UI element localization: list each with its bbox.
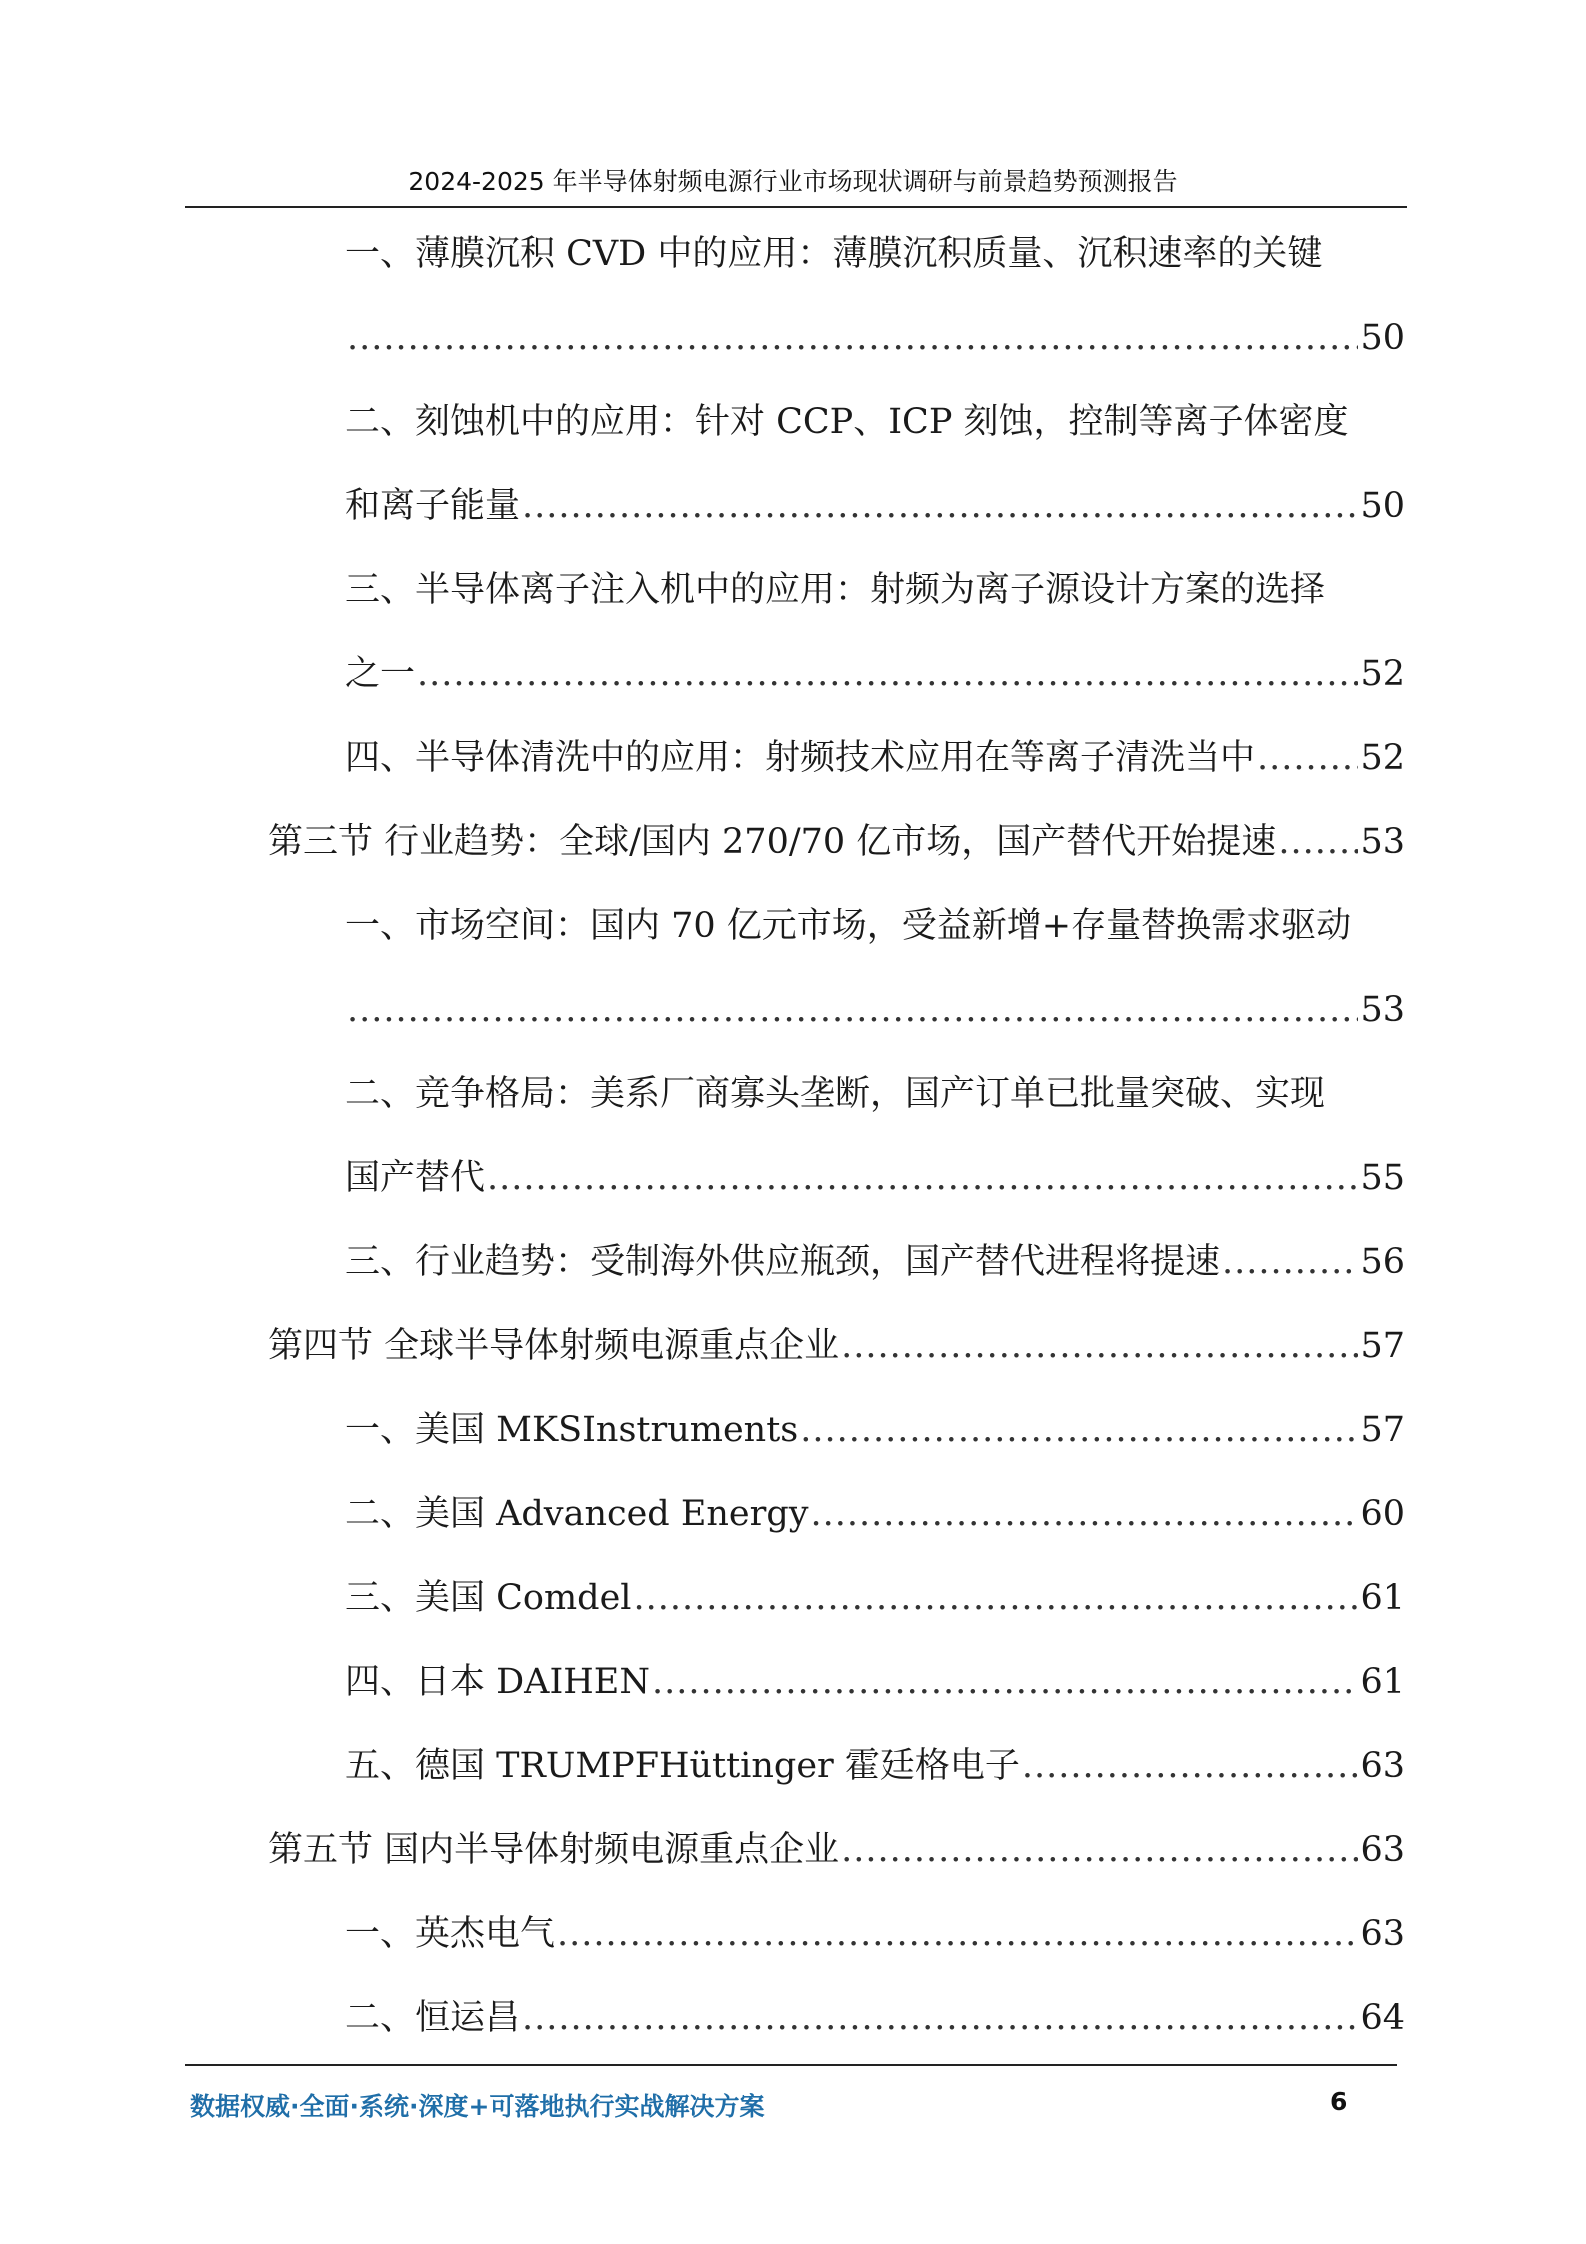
- toc-dot-leader: [841, 1826, 1358, 1874]
- toc-page-number: 61: [1360, 1662, 1405, 1702]
- toc-entry-text: 五、德国 TRUMPFHüttinger 霍廷格电子: [345, 1746, 1020, 1786]
- toc-entry[interactable]: [345, 1658, 1405, 1706]
- toc-dot-leader: [1278, 818, 1358, 866]
- header-divider: [185, 206, 1407, 208]
- toc-dot-leader: [557, 1910, 1358, 1958]
- footer-divider: [185, 2064, 1397, 2066]
- toc-dot-leader: [811, 1490, 1359, 1538]
- toc-entry[interactable]: [345, 1994, 1405, 2042]
- toc-entry-text[interactable]: 一、市场空间：国内 70 亿元市场，受益新增+存量替换需求驱动: [345, 906, 1352, 946]
- toc-entry[interactable]: [345, 1742, 1405, 1790]
- toc-dot-leader: [417, 650, 1358, 698]
- toc-entry[interactable]: [345, 1490, 1405, 1538]
- toc-page-number: 61: [1360, 1578, 1405, 1618]
- toc-page-number: 56: [1360, 1242, 1405, 1282]
- toc-entry[interactable]: [345, 1406, 1405, 1454]
- toc-entry-continuation[interactable]: [345, 1154, 1405, 1202]
- toc-dot-leader: [522, 1994, 1358, 2042]
- toc-entry-text: 二、恒运昌: [345, 1998, 521, 2038]
- page-header-title: 2024-2025 年半导体射频电源行业市场现状调研与前景趋势预测报告: [408, 167, 1178, 196]
- toc-entry-text: 二、美国 Advanced Energy: [345, 1494, 809, 1534]
- toc-entry-text: 四、日本 DAIHEN: [345, 1662, 650, 1702]
- toc-entry-text: 第四节 全球半导体射频电源重点企业: [268, 1326, 840, 1366]
- page-number: 6: [1330, 2087, 1348, 2116]
- toc-entry-cont-text: 和离子能量: [345, 486, 521, 526]
- toc-entry-text[interactable]: 一、薄膜沉积 CVD 中的应用：薄膜沉积质量、沉积速率的关键: [345, 234, 1323, 274]
- toc-page-number: 50: [1360, 318, 1405, 358]
- toc-entry-continuation[interactable]: [345, 650, 1405, 698]
- toc-dot-leader: [1257, 734, 1358, 782]
- toc-page-number: 50: [1360, 486, 1405, 526]
- toc-entry-continuation[interactable]: [345, 314, 1405, 362]
- toc-entry-cont-text: 国产替代: [345, 1158, 486, 1198]
- toc-entry-continuation[interactable]: [345, 986, 1405, 1034]
- toc-entry-text[interactable]: 二、竞争格局：美系厂商寡头垄断，国产订单已批量突破、实现: [345, 1074, 1326, 1114]
- footer-slogan: 数据权威·全面·系统·深度+可落地执行实战解决方案: [190, 2092, 765, 2121]
- toc-page-number: 55: [1360, 1158, 1405, 1198]
- toc-section-entry[interactable]: [268, 1826, 1405, 1874]
- toc-entry[interactable]: [345, 1574, 1405, 1622]
- toc-entry-text: 三、行业趋势：受制海外供应瓶颈，国产替代进程将提速: [345, 1242, 1221, 1282]
- toc-section-entry[interactable]: [268, 818, 1405, 866]
- toc-entry[interactable]: [345, 734, 1405, 782]
- toc-dot-leader: [1022, 1742, 1359, 1790]
- toc-page-number: 63: [1360, 1830, 1405, 1870]
- toc-page-number: 53: [1360, 990, 1405, 1030]
- toc-entry-text: 第三节 行业趋势：全球/国内 270/70 亿市场，国产替代开始提速: [268, 822, 1277, 862]
- toc-page-number: 64: [1360, 1998, 1405, 2038]
- toc-dot-leader: [347, 314, 1358, 362]
- toc-page-number: 63: [1360, 1914, 1405, 1954]
- toc-entry-cont-text: 之一: [345, 654, 416, 694]
- toc-page-number: 57: [1360, 1326, 1405, 1366]
- toc-page-number: 52: [1360, 654, 1405, 694]
- toc-dot-leader: [652, 1658, 1358, 1706]
- toc-dot-leader: [347, 986, 1358, 1034]
- toc-entry-text[interactable]: 三、半导体离子注入机中的应用：射频为离子源设计方案的选择: [345, 570, 1326, 610]
- toc-dot-leader: [800, 1406, 1358, 1454]
- toc-page-number: 52: [1360, 738, 1405, 778]
- toc-entry-text: 第五节 国内半导体射频电源重点企业: [268, 1830, 840, 1870]
- toc-entry-text: 三、美国 Comdel: [345, 1578, 632, 1618]
- toc-entry-text: 一、英杰电气: [345, 1914, 556, 1954]
- toc-dot-leader: [841, 1322, 1358, 1370]
- toc-entry-text[interactable]: 二、刻蚀机中的应用：针对 CCP、ICP 刻蚀，控制等离子体密度: [345, 402, 1349, 442]
- toc-dot-leader: [1222, 1238, 1358, 1286]
- toc-dot-leader: [487, 1154, 1358, 1202]
- toc-dot-leader: [522, 482, 1358, 530]
- toc-page-number: 57: [1360, 1410, 1405, 1450]
- toc-page-number: 63: [1360, 1746, 1405, 1786]
- toc-entry-text: 四、半导体清洗中的应用：射频技术应用在等离子清洗当中: [345, 738, 1256, 778]
- toc-entry-continuation[interactable]: [345, 482, 1405, 530]
- toc-page-number: 60: [1360, 1494, 1405, 1534]
- toc-entry[interactable]: [345, 1238, 1405, 1286]
- toc-entry-text: 一、美国 MKSInstruments: [345, 1410, 799, 1450]
- toc-dot-leader: [633, 1574, 1358, 1622]
- toc-entry[interactable]: [345, 1910, 1405, 1958]
- toc-section-entry[interactable]: [268, 1322, 1405, 1370]
- toc-page-number: 53: [1360, 822, 1405, 862]
